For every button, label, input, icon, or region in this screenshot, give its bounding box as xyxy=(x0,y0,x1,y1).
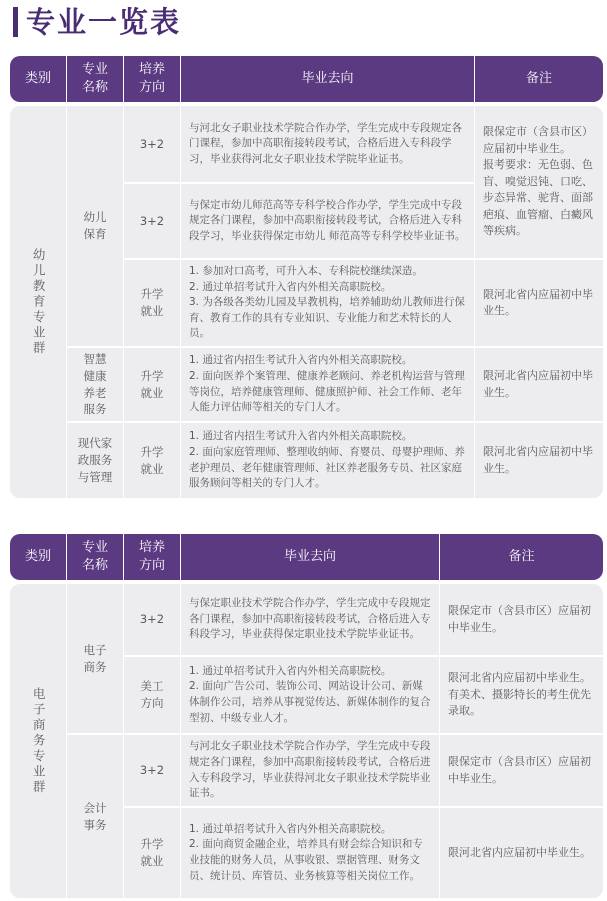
remarks-cell: 限保定市（含县市区）应届初中毕业生。 报考要求：无色弱、色盲、嗅觉迟钝、口吃、步态异常、驼背、面部疤痕、血管瘤、白癜风等疾病。 xyxy=(475,106,603,258)
destination-cell: 与保定市幼儿师范高等专科学校合作办学，学生完成中专段规定各门课程，参加中高职衔接转段考试，合格后进入专科段学习，毕业获得保定市幼儿 师范高等专科学校毕业证书。 xyxy=(181,184,474,258)
destination-cell: 1. 通过单招考试升入省内外相关高职院校。 2. 面向广告公司、装饰公司、网站设计公司、新媒体制作公司，培养从事视觉传达、新媒体制作的复合型初、中级专业人才。 xyxy=(181,657,439,733)
direction-cell: 美工方向 xyxy=(124,657,180,733)
header-direction: 培养方向 xyxy=(124,534,180,580)
page-title: 专业一览表 xyxy=(26,5,182,39)
remarks-cell: 限河北省内应届初中毕业生。 有美术、摄影特长的考生优先录取。 xyxy=(440,657,603,733)
major-name: 智慧健康养老服务 xyxy=(67,348,123,421)
major-name: 会计事务 xyxy=(67,735,123,898)
title-accent-bar xyxy=(13,7,18,37)
header-remarks: 备注 xyxy=(440,534,603,580)
major-name: 现代家政服务与管理 xyxy=(67,423,123,498)
header-category: 类别 xyxy=(10,534,66,580)
remarks-cell: 限保定市（含县市区）应届初中毕业生。 xyxy=(440,735,603,806)
direction-cell: 3+2 xyxy=(124,584,180,655)
destination-cell: 与河北女子职业技术学院合作办学，学生完成中专段规定各门课程，参加中高职衔接转段考试，合格后进入专科段学习，毕业获得河北女子职业技术学院毕业证书。 xyxy=(181,106,474,182)
direction-cell: 3+2 xyxy=(124,735,180,806)
header-remarks: 备注 xyxy=(475,56,603,102)
majors-table-1 xyxy=(10,56,603,498)
direction-cell: 升学就业 xyxy=(124,423,180,498)
destination-cell: 1. 参加对口高考，可升入本、专科院校继续深造。 2. 通过单招考试升入省内外相关高职院校。 3. 为各级各类幼儿园及早教机构，培养辅助幼儿教师进行保育、教育工作的具有专业知识、专业能力和艺术特长的人员。 xyxy=(181,260,474,346)
direction-cell: 3+2 xyxy=(124,184,180,258)
category-group: 电子商务专业群 xyxy=(10,584,66,898)
header-major: 专业名称 xyxy=(67,56,123,102)
destination-cell: 1. 通过省内招生考试升入省内外相关高职院校。 2. 面向医养个案管理、健康养老顾问、养老机构运营与管理等岗位，培养健康管理师、健康照护师、社会工作师、老年人能力评估师等相关的专门人才。 xyxy=(181,348,474,421)
destination-cell: 1. 通过单招考试升入省内外相关高职院校。 2. 面向商贸金融企业，培养具有财会综合知识和专业技能的财务人员，从事收银、票据管理、财务文员、统计员、库管员、业务核算等相关岗位工作。 xyxy=(181,808,439,898)
remarks-cell: 限河北省内应届初中毕业生。 xyxy=(475,423,603,498)
major-name: 幼儿保育 xyxy=(67,106,123,346)
remarks-cell: 限河北省内应届初中毕业生。 xyxy=(475,260,603,346)
majors-table-2 xyxy=(10,534,603,898)
direction-cell: 3+2 xyxy=(124,106,180,182)
destination-cell: 与保定职业技术学院合作办学，学生完成中专段规定各门课程，参加中高职衔接转段考试，合格后进入专科段学习，毕业获得保定职业技术学院毕业证书。 xyxy=(181,584,439,655)
remarks-cell: 限河北省内应届初中毕业生。 xyxy=(475,348,603,421)
remarks-cell: 限保定市（含县市区）应届初中毕业生。 xyxy=(440,584,603,655)
header-major: 专业名称 xyxy=(67,534,123,580)
header-destination: 毕业去向 xyxy=(181,56,474,102)
direction-cell: 升学就业 xyxy=(124,348,180,421)
header-category: 类别 xyxy=(10,56,66,102)
category-group: 幼儿教育专业群 xyxy=(10,106,66,498)
direction-cell: 升学就业 xyxy=(124,808,180,898)
header-destination: 毕业去向 xyxy=(181,534,439,580)
direction-cell: 升学就业 xyxy=(124,260,180,346)
header-direction: 培养方向 xyxy=(124,56,180,102)
destination-cell: 1. 通过省内招生考试升入省内外相关高职院校。 2. 面向家庭管理师、整理收纳师、育婴员、母婴护理师、养老护理员、老年健康管理师、社区养老服务专员、社区家庭服务顾问等相关的专门人才。 xyxy=(181,423,474,498)
major-name: 电子商务 xyxy=(67,584,123,733)
destination-cell: 与河北女子职业技术学院合作办学，学生完成中专段规定各门课程，参加中高职衔接转段考试，合格后进入专科段学习，毕业获得河北女子职业技术学院毕业证书。 xyxy=(181,735,439,806)
remarks-cell: 限河北省内应届初中毕业生。 xyxy=(440,808,603,898)
